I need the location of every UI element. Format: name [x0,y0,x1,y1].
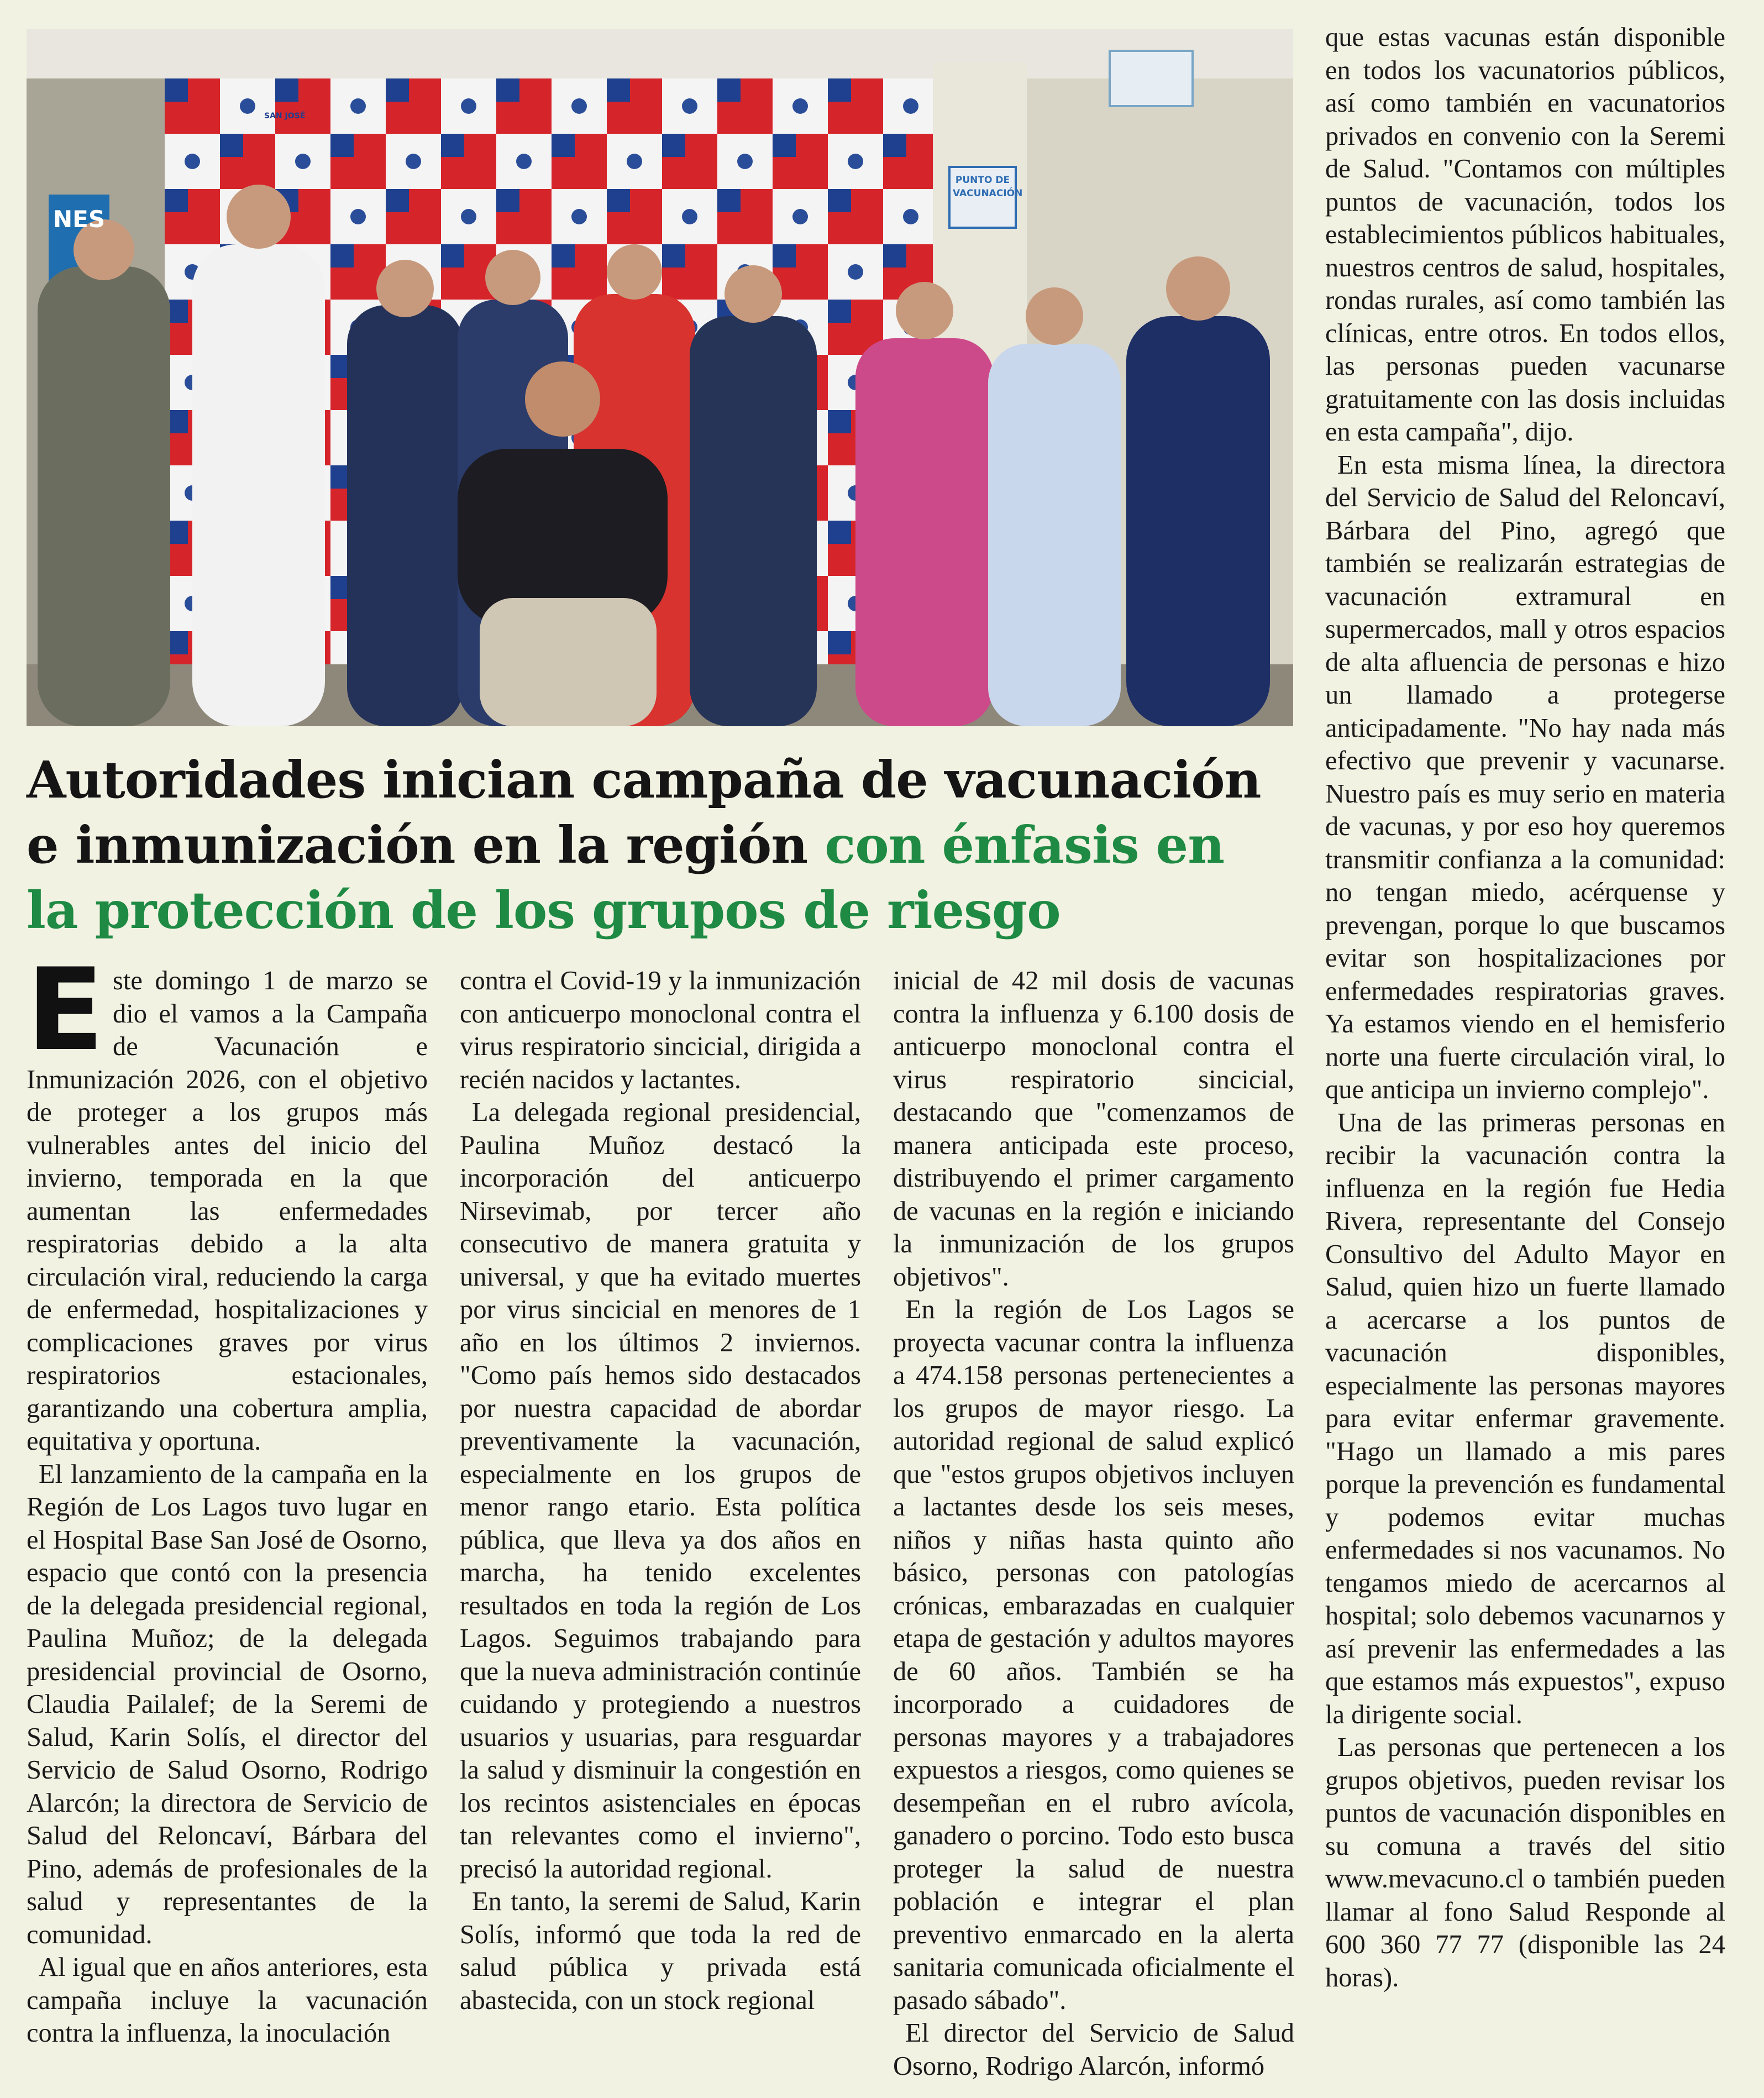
headline-green: con énfasis en la protección de los grupos de riesgo [27,815,1225,940]
paragraph: En esta misma línea, la directora del Servicio de Salud del Reloncaví, Bárbara del Pino, agregó que también se realizarán estrategias de vacunación extramural en supermercados, mall y otros espacios de alta afluencia de personas e hizo un llamado a protegerse anticipadamente. "No hay nada más efectivo que prevenir y vacunarse. Nuestro país es muy serio en materia de vacunas, y por eso hoy queremos transmitir confianza a la comunidad: no tengan miedo, acérquense y prevengan, porque lo que buscamos evitar son hospitalizaciones por enfermedades respiratorias graves. Ya estamos viendo en el hemisferio norte una fuerte circulación viral, lo que anticipa un invierno complejo". [1325,450,1725,1104]
paragraph: contra el Covid-19 y la inmunización con anticuerpo monoclonal contra el virus respiratorio sincicial, dirigida a recién nacidos y lactantes. [460,966,861,1094]
paragraph: Las personas que pertenecen a los grupos objetivos, pueden revisar los puntos de vacunación disponibles en su comuna a través del sitio www.mevacuno.cl o también pueden llamar al fono Salud Responde al 600 360 77 77 (disponible las 24 horas). [1325,1733,1725,1992]
paragraph: Al igual que en años anteriores, esta campaña incluye la vacunación contra la influenza, la inoculación [27,1953,428,2048]
photo-scene [27,29,1293,726]
backdrop-logo-text: SAN JOSÉ [264,112,306,120]
paragraph: Una de las primeras personas en recibir la vacunación contra la influenza en la región fue Hedia Rivera, representante del Consejo Consultivo del Adulto Mayor en Salud, quien hizo un fuerte llamado a acercarse a los puntos de vacunación disponibles, especialmente las personas mayores para evitar enfermar gravemente. "Hago un llamado a mis pares porque la prevención es fundamental y podemos evitar muchas enfermedades si nos vacunamos. No tengamos miedo de acercarnos al hospital; solo debemos vacunarnos y así prevenir las enfermedades a las que estamos más expuestos", expuso la dirigente social. [1325,1108,1725,1729]
paragraph: El director del Servicio de Salud Osorno, Rodrigo Alarcón, informó [893,2018,1294,2081]
headline-black: Autoridades inician campaña de vacunación e inmunización en la región [27,750,1261,875]
left-panel-sign: NES [53,206,106,233]
article-headline [27,747,1292,943]
paragraph: En la región de Los Lagos se proyecta vacunar contra la influenza a 474.158 personas pertenecientes a los grupos de mayor riesgo. La autoridad regional de salud explicó que "estos grupos objetivos incluyen a lactantes desde los seis meses, niños y niñas hasta quinto año básico, personas con patologías crónicas, embarazadas en cualquier etapa de gestación y adultos mayores de 60 años. También se ha incorporado a cuidadores de personas mayores y a trabajadores expuestos a riesgos, como quienes se desempeñan en el rubro avícola, ganadero o porcino. Todo esto busca proteger la salud de nuestra población e integrar el plan preventivo enmarcado en la alerta sanitaria comunicada oficialmente el pasado sábado". [893,1295,1294,2015]
article-column-2 [460,964,861,2017]
article-column-4 [1325,21,1725,1994]
article-column-3 [893,964,1294,2083]
vacunatorio-sign: PUNTO DE VACUNACIÓN [953,175,1023,199]
article-column-1 [27,945,428,2050]
paragraph: En tanto, la seremi de Salud, Karin Solís, informó que toda la red de salud pública y privada está abastecida, con un stock regional [460,1887,861,2015]
paragraph: que estas vacunas están disponible en todos los vacunatorios públicos, así como también en vacunatorios privados en convenio con la Seremi de Salud. "Contamos con múltiples puntos de vacunación, todos los establecimientos públicos habituales, nuestros centros de salud, hospitales, rondas rurales, así como también las clínicas, entre otros. En todos ellos, las personas pueden vacunarse gratuitamente con las dosis incluidas en esta campaña", dijo. [1325,23,1725,447]
article-photo [27,29,1293,726]
paragraph: El lanzamiento de la campaña en la Región de Los Lagos tuvo lugar en el Hospital Base San José de Osorno, espacio que contó con la presencia de la delegada presidencial regional, Paulina Muñoz; de la delegada presidencial provincial de Osorno, Claudia Pailalef; de la Seremi de Salud, Karin Solís, el director del Servicio de Salud Osorno, Rodrigo Alarcón; la directora de Servicio de Salud del Reloncaví, Bárbara del Pino, además de profesionales de la salud y representantes de la comunidad. [27,1459,428,1949]
paragraph: inicial de 42 mil dosis de vacunas contra la influenza y 6.100 dosis de anticuerpo monoclonal contra el virus respiratorio sincicial, destacando que "comenzamos de manera anticipada este proceso, distribuyendo el primer cargamento de vacunas en la región e iniciando la inmunización de los grupos objetivos". [893,966,1294,1292]
paragraph: ste domingo 1 de marzo se dio el vamos a la Campaña de Vacunación e Inmunización 2026, con el objetivo de proteger a los grupos más vulnerables antes del inicio del invierno, temporada en la que aumentan las enfermedades respiratorias debido a la alta circulación viral, reduciendo la carga de enfermedad, hospitalizaciones y complicaciones graves por virus respiratorios estacionales, garantizando una cobertura amplia, equitativa y oportuna. [27,966,428,1456]
drop-cap: E [27,945,104,1076]
paragraph: La delegada regional presidencial, Paulina Muñoz destacó la incorporación del anticuerpo Nirsevimab, por tercer año consecutivo de manera gratuita y universal, y que ha evitado muertes por virus sincicial en menores de 1 año en los últimos 2 inviernos. "Como país hemos sido destacados por nuestra capacidad de abordar preventivamente la vacunación, especialmente en los grupos de menor rango etario. Esta política pública, que lleva ya dos años en marcha, ha tenido excelentes resultados en toda la región de Los Lagos. Seguimos trabajando para que la nueva administración continúe cuidando y protegiendo a nuestros usuarios y usuarias, para resguardar la salud y disminuir la congestión en los recintos asistenciales en épocas tan relevantes como el invierno", precisó la autoridad regional. [460,1098,861,1884]
